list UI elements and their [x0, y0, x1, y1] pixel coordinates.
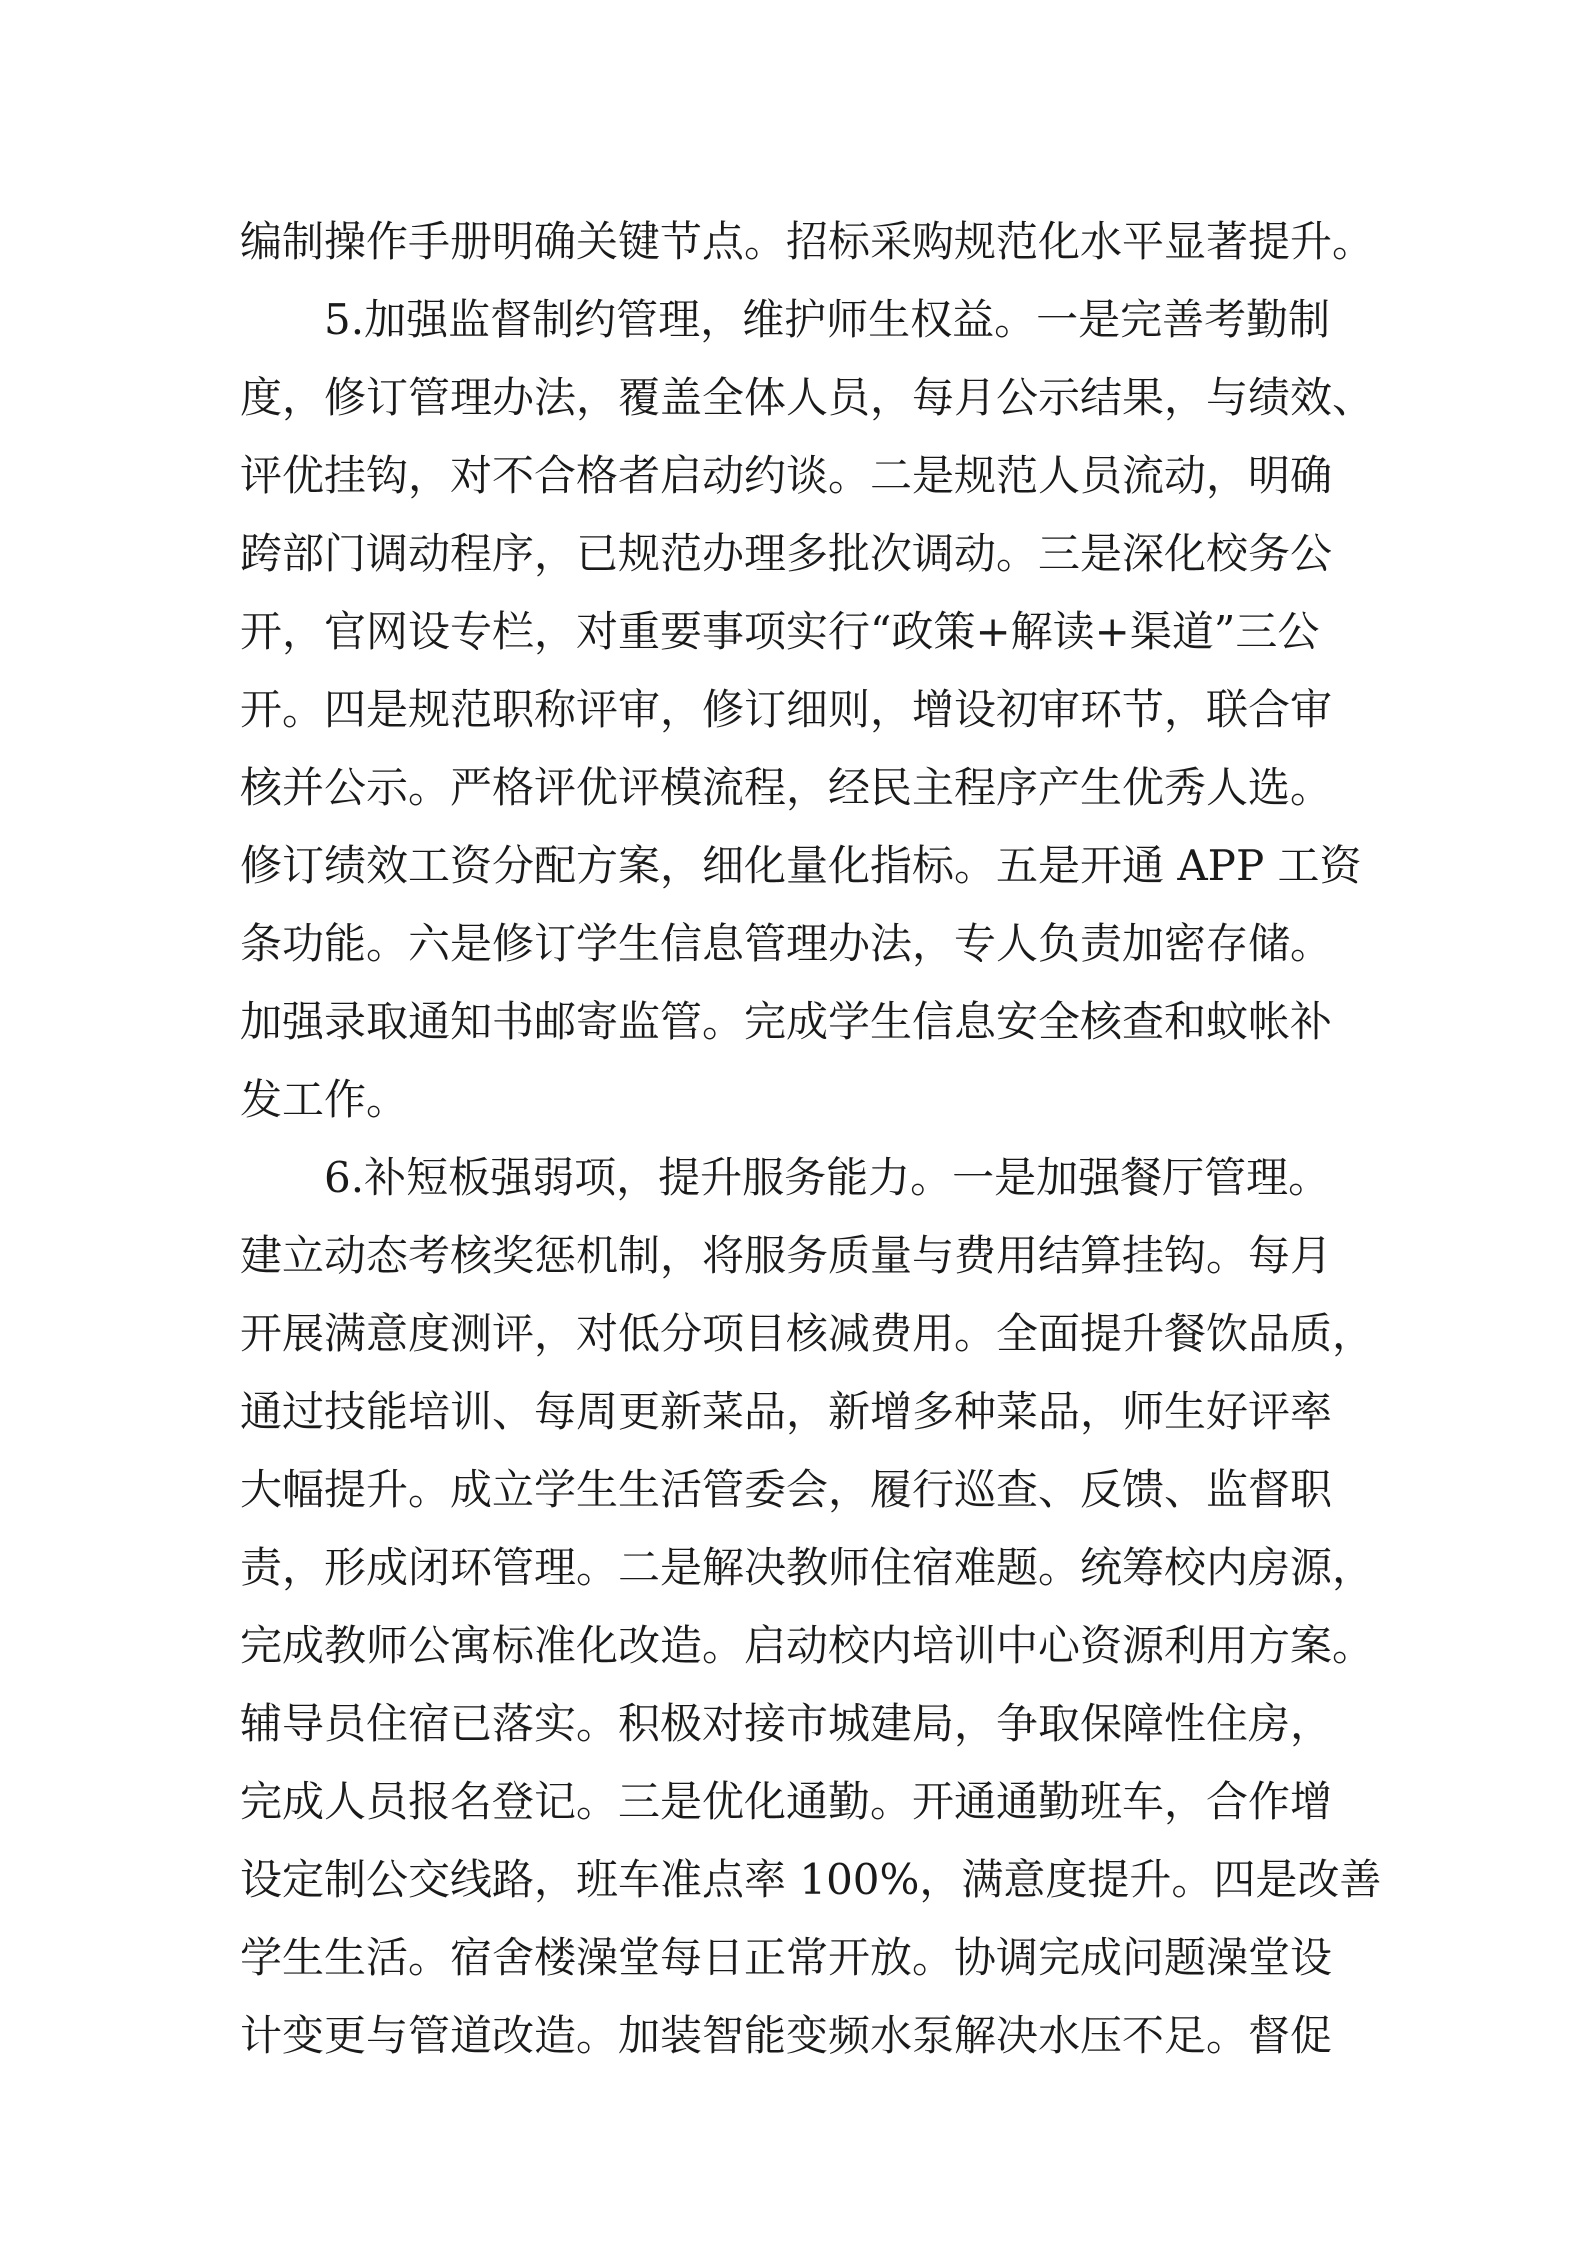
- text-line: 跨部门调动程序，已规范办理多批次调动。三是深化校务公: [240, 529, 1333, 578]
- text-line: 开。四是规范职称评审，修订细则，增设初审环节，联合审: [240, 685, 1333, 734]
- text-line: 编制操作手册明确关键节点。招标采购规范化水平显著提升。: [240, 217, 1375, 266]
- text-line: 修订绩效工资分配方案，细化量化指标。五是开通 APP 工资: [240, 841, 1362, 890]
- text-line: 开展满意度测评，对低分项目核减费用。全面提升餐饮品质，: [240, 1309, 1375, 1358]
- text-line: 5.加强监督制约管理，维护师生权益。一是完善考勤制: [324, 295, 1331, 344]
- text-line: 计变更与管道改造。加装智能变频水泵解决水压不足。督促: [240, 2011, 1333, 2060]
- text-line: 辅导员住宿已落实。积极对接市城建局，争取保障性住房，: [240, 1699, 1333, 1748]
- text-line: 设定制公交线路，班车准点率 100%，满意度提升。四是改善: [240, 1855, 1382, 1904]
- text-line: 建立动态考核奖惩机制，将服务质量与费用结算挂钩。每月: [240, 1231, 1333, 1280]
- text-line: 核并公示。严格评优评模流程，经民主程序产生优秀人选。: [240, 763, 1333, 812]
- text-line: 加强录取通知书邮寄监管。完成学生信息安全核查和蚊帐补: [240, 997, 1333, 1046]
- document-body: [240, 203, 1380, 2075]
- text-line: 发工作。: [240, 1075, 409, 1124]
- text-line: 完成教师公寓标准化改造。启动校内培训中心资源利用方案。: [240, 1621, 1375, 1670]
- text-line: 通过技能培训、每周更新菜品，新增多种菜品，师生好评率: [240, 1387, 1333, 1436]
- text-line: 完成人员报名登记。三是优化通勤。开通通勤班车，合作增: [240, 1777, 1333, 1826]
- text-line: 学生生活。宿舍楼澡堂每日正常开放。协调完成问题澡堂设: [240, 1933, 1333, 1982]
- text-line: 开，官网设专栏，对重要事项实行“政策+解读+渠道”三公: [240, 607, 1320, 656]
- text-line: 责，形成闭环管理。二是解决教师住宿难题。统筹校内房源，: [240, 1543, 1375, 1592]
- text-line: 条功能。六是修订学生信息管理办法，专人负责加密存储。: [240, 919, 1333, 968]
- text-line: 度，修订管理办法，覆盖全体人员，每月公示结果，与绩效、: [240, 373, 1375, 422]
- text-line: 大幅提升。成立学生生活管委会，履行巡查、反馈、监督职: [240, 1465, 1333, 1514]
- text-line: 评优挂钩，对不合格者启动约谈。二是规范人员流动，明确: [240, 451, 1333, 500]
- text-line: 6.补短板强弱项，提升服务能力。一是加强餐厅管理。: [324, 1153, 1331, 1202]
